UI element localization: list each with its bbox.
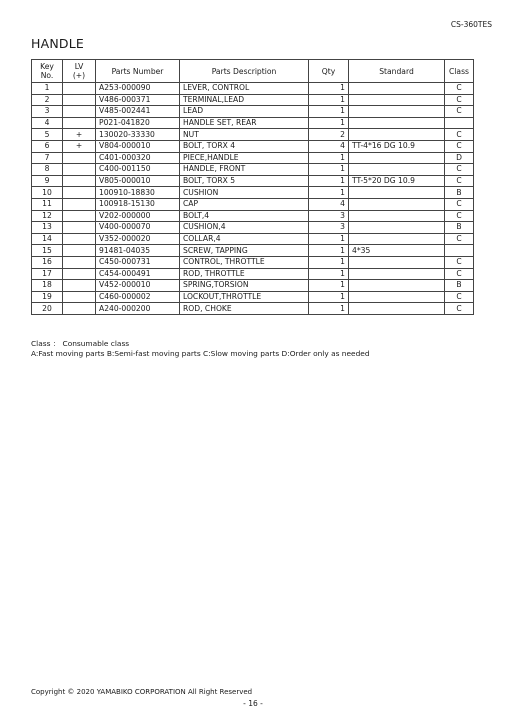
- cell-parts-description: BOLT,4: [180, 210, 309, 222]
- cell-standard: TT-4*16 DG 10.9: [349, 140, 445, 152]
- class-legend: [31, 339, 370, 358]
- cell-standard: [349, 198, 445, 210]
- cell-class: C: [445, 140, 474, 152]
- cell-lv: [63, 256, 96, 268]
- col-header-class: Class: [445, 60, 474, 83]
- cell-parts-description: LOCKOUT,THROTTLE: [180, 291, 309, 303]
- cell-class: C: [445, 291, 474, 303]
- cell-class: C: [445, 129, 474, 141]
- cell-key-no: 20: [32, 303, 63, 315]
- table-row: [32, 152, 474, 164]
- cell-class: B: [445, 222, 474, 234]
- cell-parts-description: ROD, CHOKE: [180, 303, 309, 315]
- cell-parts-number: P021-041820: [96, 117, 180, 129]
- cell-lv: [63, 94, 96, 106]
- cell-standard: [349, 129, 445, 141]
- table-row: [32, 222, 474, 234]
- table-row: [32, 256, 474, 268]
- table-row: [32, 140, 474, 152]
- cell-parts-number: A253-000090: [96, 83, 180, 95]
- cell-class: [445, 117, 474, 129]
- cell-parts-number: C460-000002: [96, 291, 180, 303]
- cell-class: [445, 245, 474, 257]
- cell-class: C: [445, 303, 474, 315]
- model-label: CS-360TES: [450, 20, 492, 29]
- cell-standard: [349, 303, 445, 315]
- cell-qty: 1: [309, 152, 349, 164]
- cell-key-no: 2: [32, 94, 63, 106]
- cell-standard: [349, 291, 445, 303]
- cell-qty: 1: [309, 303, 349, 315]
- cell-standard: [349, 222, 445, 234]
- cell-parts-number: A240-000200: [96, 303, 180, 315]
- cell-standard: [349, 268, 445, 280]
- cell-parts-description: COLLAR,4: [180, 233, 309, 245]
- cell-key-no: 14: [32, 233, 63, 245]
- cell-key-no: 12: [32, 210, 63, 222]
- cell-qty: 1: [309, 280, 349, 292]
- table-row: [32, 187, 474, 199]
- cell-qty: 1: [309, 175, 349, 187]
- cell-parts-description: ROD, THROTTLE: [180, 268, 309, 280]
- cell-key-no: 9: [32, 175, 63, 187]
- cell-lv: [63, 83, 96, 95]
- table-row: [32, 233, 474, 245]
- table-row: [32, 175, 474, 187]
- cell-qty: 3: [309, 222, 349, 234]
- cell-lv: [63, 117, 96, 129]
- cell-qty: 1: [309, 256, 349, 268]
- table-row: [32, 291, 474, 303]
- cell-key-no: 19: [32, 291, 63, 303]
- cell-key-no: 10: [32, 187, 63, 199]
- cell-parts-description: CUSHION,4: [180, 222, 309, 234]
- cell-class: C: [445, 233, 474, 245]
- cell-parts-description: CUSHION: [180, 187, 309, 199]
- cell-parts-description: PIECE,HANDLE: [180, 152, 309, 164]
- cell-standard: [349, 280, 445, 292]
- cell-standard: [349, 94, 445, 106]
- cell-parts-number: V352-000020: [96, 233, 180, 245]
- cell-qty: 2: [309, 129, 349, 141]
- cell-lv: [63, 187, 96, 199]
- cell-qty: 1: [309, 117, 349, 129]
- cell-standard: [349, 233, 445, 245]
- cell-class: B: [445, 280, 474, 292]
- table-row: [32, 94, 474, 106]
- cell-parts-description: BOLT, TORX 5: [180, 175, 309, 187]
- cell-qty: 1: [309, 291, 349, 303]
- cell-parts-number: C450-000731: [96, 256, 180, 268]
- cell-standard: [349, 83, 445, 95]
- cell-class: B: [445, 187, 474, 199]
- cell-parts-number: 130020-33330: [96, 129, 180, 141]
- cell-key-no: 7: [32, 152, 63, 164]
- cell-class: C: [445, 198, 474, 210]
- cell-lv: [63, 210, 96, 222]
- col-header-standard: Standard: [349, 60, 445, 83]
- page-number: - 16 -: [243, 699, 263, 708]
- cell-parts-number: C454-000491: [96, 268, 180, 280]
- cell-parts-description: SCREW, TAPPING: [180, 245, 309, 257]
- parts-table: [31, 59, 474, 315]
- cell-key-no: 8: [32, 164, 63, 176]
- cell-parts-number: 100910-18830: [96, 187, 180, 199]
- cell-qty: 1: [309, 164, 349, 176]
- cell-parts-number: V485-002441: [96, 106, 180, 118]
- cell-standard: [349, 210, 445, 222]
- cell-lv: [63, 268, 96, 280]
- cell-qty: 1: [309, 83, 349, 95]
- table-row: [32, 245, 474, 257]
- cell-parts-description: SPRING,TORSION: [180, 280, 309, 292]
- cell-key-no: 5: [32, 129, 63, 141]
- cell-qty: 3: [309, 210, 349, 222]
- cell-parts-number: V486-000371: [96, 94, 180, 106]
- cell-qty: 4: [309, 198, 349, 210]
- col-header-qty: Qty: [309, 60, 349, 83]
- cell-key-no: 13: [32, 222, 63, 234]
- cell-lv: +: [63, 129, 96, 141]
- cell-standard: TT-5*20 DG 10.9: [349, 175, 445, 187]
- cell-parts-description: BOLT, TORX 4: [180, 140, 309, 152]
- cell-parts-number: 91481-04035: [96, 245, 180, 257]
- cell-lv: [63, 222, 96, 234]
- cell-parts-number: V805-000010: [96, 175, 180, 187]
- cell-lv: [63, 291, 96, 303]
- cell-parts-description: HANDLE, FRONT: [180, 164, 309, 176]
- cell-class: C: [445, 210, 474, 222]
- cell-class: C: [445, 256, 474, 268]
- cell-lv: [63, 175, 96, 187]
- cell-class: C: [445, 164, 474, 176]
- cell-lv: [63, 152, 96, 164]
- cell-standard: [349, 152, 445, 164]
- table-row: [32, 129, 474, 141]
- col-header-key: Key No.: [32, 60, 63, 83]
- cell-standard: 4*35: [349, 245, 445, 257]
- cell-parts-description: HANDLE SET, REAR: [180, 117, 309, 129]
- cell-class: D: [445, 152, 474, 164]
- cell-qty: 1: [309, 94, 349, 106]
- cell-parts-description: CAP: [180, 198, 309, 210]
- legend-definitions: A:Fast moving parts B:Semi-fast moving parts C:Slow moving parts D:Order only as needed: [31, 348, 370, 358]
- cell-qty: 1: [309, 245, 349, 257]
- cell-key-no: 3: [32, 106, 63, 118]
- cell-lv: [63, 233, 96, 245]
- cell-lv: [63, 164, 96, 176]
- cell-qty: 1: [309, 187, 349, 199]
- cell-parts-description: CONTROL, THROTTLE: [180, 256, 309, 268]
- cell-class: C: [445, 106, 474, 118]
- cell-class: C: [445, 94, 474, 106]
- cell-key-no: 6: [32, 140, 63, 152]
- cell-key-no: 16: [32, 256, 63, 268]
- cell-lv: [63, 245, 96, 257]
- cell-standard: [349, 187, 445, 199]
- col-header-parts-description: Parts Description: [180, 60, 309, 83]
- cell-lv: +: [63, 140, 96, 152]
- cell-parts-number: V452-000010: [96, 280, 180, 292]
- table-row: [32, 198, 474, 210]
- table-row: [32, 210, 474, 222]
- cell-qty: 1: [309, 106, 349, 118]
- cell-key-no: 1: [32, 83, 63, 95]
- cell-lv: [63, 198, 96, 210]
- copyright-notice: Copyright © 2020 YAMABIKO CORPORATION All Right Reserved: [31, 688, 253, 696]
- table-row: [32, 83, 474, 95]
- cell-parts-number: V804-000010: [96, 140, 180, 152]
- cell-lv: [63, 303, 96, 315]
- cell-class: C: [445, 83, 474, 95]
- cell-key-no: 15: [32, 245, 63, 257]
- cell-standard: [349, 106, 445, 118]
- cell-key-no: 11: [32, 198, 63, 210]
- cell-parts-description: LEVER, CONTROL: [180, 83, 309, 95]
- cell-key-no: 18: [32, 280, 63, 292]
- cell-parts-description: TERMINAL,LEAD: [180, 94, 309, 106]
- cell-qty: 4: [309, 140, 349, 152]
- cell-standard: [349, 256, 445, 268]
- table-row: [32, 106, 474, 118]
- cell-key-no: 17: [32, 268, 63, 280]
- cell-key-no: 4: [32, 117, 63, 129]
- cell-parts-description: LEAD: [180, 106, 309, 118]
- cell-parts-number: C401-000320: [96, 152, 180, 164]
- legend-title: Class ： Consumable class: [31, 339, 130, 348]
- cell-standard: [349, 164, 445, 176]
- cell-parts-number: V202-000000: [96, 210, 180, 222]
- cell-standard: [349, 117, 445, 129]
- table-row: [32, 117, 474, 129]
- cell-parts-description: NUT: [180, 129, 309, 141]
- cell-qty: 1: [309, 268, 349, 280]
- cell-lv: [63, 280, 96, 292]
- cell-qty: 1: [309, 233, 349, 245]
- table-header-row: [32, 60, 474, 83]
- cell-parts-number: 100918-15130: [96, 198, 180, 210]
- cell-class: C: [445, 175, 474, 187]
- cell-class: C: [445, 268, 474, 280]
- table-row: [32, 303, 474, 315]
- cell-parts-number: V400-000070: [96, 222, 180, 234]
- table-row: [32, 280, 474, 292]
- col-header-lv: LV (+): [63, 60, 96, 83]
- table-row: [32, 268, 474, 280]
- table-row: [32, 164, 474, 176]
- cell-parts-number: C400-001150: [96, 164, 180, 176]
- page-title: HANDLE: [31, 36, 84, 51]
- cell-lv: [63, 106, 96, 118]
- col-header-parts-number: Parts Number: [96, 60, 180, 83]
